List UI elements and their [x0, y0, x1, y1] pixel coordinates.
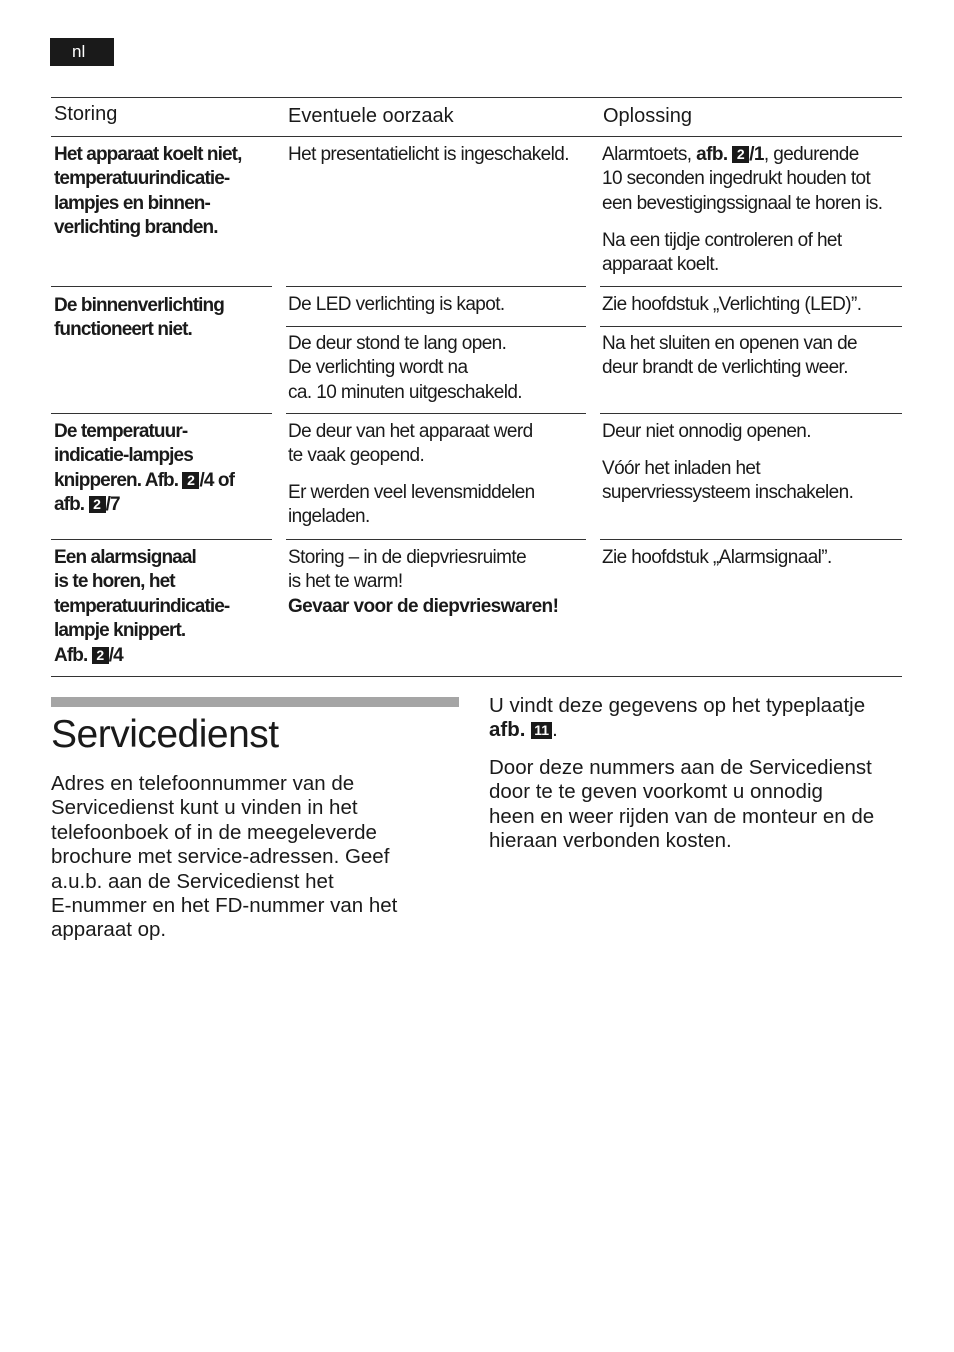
header-storing: Storing: [54, 103, 118, 125]
row2-rule-cause: [286, 286, 586, 287]
row4-rule-cause: [286, 539, 586, 540]
header-oorzaak: Eventuele oorzaak: [288, 105, 454, 127]
row2-solution-2: Na het sluiten en openen van de deur brandt de verlichting weer.: [602, 333, 857, 379]
row2-rule-fault: [51, 286, 272, 287]
section-bar: [51, 697, 459, 707]
row4-cause: Storing – in de diepvriesruimte is het te warm! Gevaar voor de diepvrieswaren!: [288, 547, 559, 617]
figure-badge: 2: [182, 472, 199, 489]
service-left-text: Adres en telefoonnummer van de Servicedienst kunt u vinden in het telefoonboek of in de meegeleverde brochure met service-adressen. Geef a.u.b. aan de Servicedienst het E-nummer en het FD-nummer van het apparaat op.: [51, 772, 398, 942]
service-right-text-1: U vindt deze gegevens op het typeplaatje afb. 11 .: [489, 694, 866, 742]
figure-badge: 2: [92, 647, 109, 664]
row2-fault: De binnenverlichting functioneert niet.: [54, 295, 224, 341]
header-oplossing: Oplossing: [603, 105, 692, 127]
row4-fault: Een alarmsignaal is te horen, het temperatuurindicatie- lampje knippert. Afb. 2 /4: [54, 547, 230, 666]
figure-badge: 2: [732, 146, 749, 163]
row2-rule-solution: [600, 286, 902, 287]
row3-rule-fault: [51, 413, 272, 414]
row3-cause-2: Er werden veel levensmiddelen ingeladen.: [288, 482, 535, 528]
service-right-text-2: Door deze nummers aan de Servicedienst door te te geven voorkomt u onnodig heen en weer rijden van de monteur en de hieraan verbonden kosten.: [489, 756, 875, 853]
row1-solution-2: Na een tijdje controleren of het apparaat koelt.: [602, 230, 842, 276]
row2-sub-rule-cause: [286, 326, 586, 327]
row3-solution-2: Vóór het inladen het supervriessysteem inschakelen.: [602, 458, 854, 504]
figure-badge: 2: [89, 496, 106, 513]
section-title: Servicedienst: [51, 713, 279, 756]
row3-rule-cause: [286, 413, 586, 414]
row2-sub-rule-solution: [600, 326, 902, 327]
row3-rule-solution: [600, 413, 902, 414]
row3-solution-1: Deur niet onnodig openen.: [602, 421, 811, 442]
row1-fault: Het apparaat koelt niet, temperatuurindicatie- lampjes en binnen- verlichting branden.: [54, 144, 242, 239]
row1-cause: Het presentatielicht is ingeschakeld.: [288, 144, 569, 165]
row2-cause-2: De deur stond te lang open. De verlichting wordt na ca. 10 minuten uitgeschakeld.: [288, 333, 522, 403]
table-top-rule: [51, 97, 902, 98]
figure-badge: 11: [531, 722, 552, 739]
row2-cause-1: De LED verlichting is kapot.: [288, 294, 505, 315]
table-header-rule: [51, 136, 902, 137]
table-bottom-rule: [51, 676, 902, 677]
row2-solution-1: Zie hoofdstuk „Verlichting (LED)”.: [602, 294, 862, 315]
row4-solution: Zie hoofdstuk „Alarmsignaal”.: [602, 547, 832, 568]
row4-rule-solution: [600, 539, 902, 540]
row3-fault: De temperatuur- indicatie-lampjes knipperen. Afb. 2 /4 of afb. 2 /7: [54, 421, 235, 516]
language-tab: nl: [50, 38, 114, 66]
row1-solution-1: Alarmtoets, afb. 2 /1, gedurende 10 seconden ingedrukt houden tot een bevestigingssignaal te horen is.: [602, 144, 883, 214]
row3-cause-1: De deur van het apparaat werd te vaak geopend.: [288, 421, 533, 467]
row4-rule-fault: [51, 539, 272, 540]
